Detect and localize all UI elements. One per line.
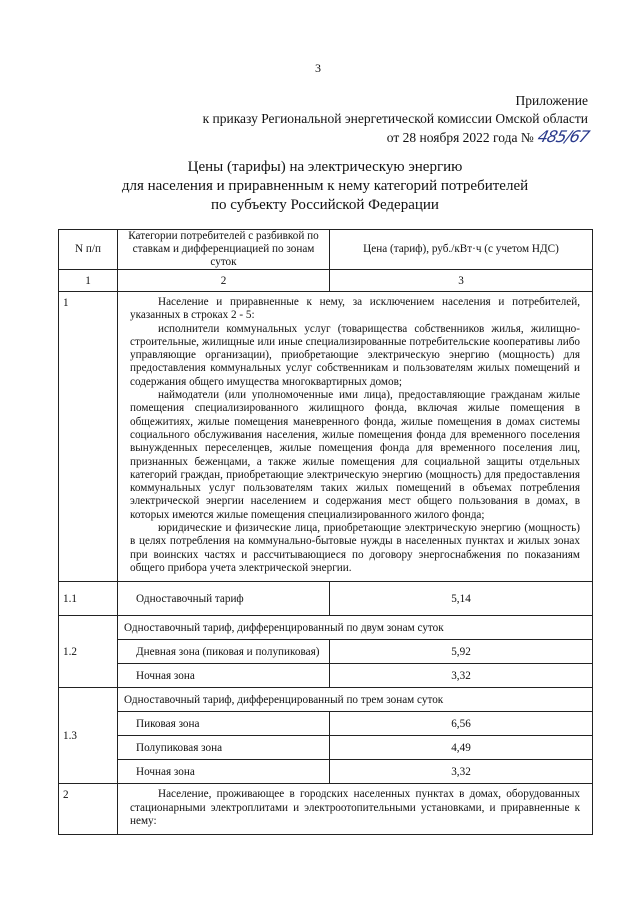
appendix-line2: к приказу Региональной энергетической комиссии Омской области (202, 111, 588, 126)
column-number-row (59, 270, 593, 292)
table-row (59, 760, 593, 784)
section2-description (118, 784, 593, 835)
section1-row (59, 292, 593, 582)
section2-row (59, 784, 593, 835)
zone-label: Пиковая зона (118, 712, 330, 736)
tariff-group-label: Одноставочный тариф, дифференцированный по двум зонам суток (118, 616, 593, 640)
col-number-1: 1 (59, 270, 118, 292)
paragraph: Население, проживающее в городских населенных пунктах в домах, оборудованных стационарными электроплитами и электроотопительными установками, и приравненные к нему: (130, 788, 580, 827)
zone-label: Ночная зона (118, 760, 330, 784)
appendix-line3 (203, 127, 591, 147)
zone-value: 3,32 (330, 664, 593, 688)
title-line1: Цены (тарифы) на электрическую энергию (187, 159, 463, 175)
tariff-value: 5,14 (330, 582, 593, 616)
tariff-label: Одноставочный тариф (118, 582, 330, 616)
header-price: Цена (тариф), руб./кВт·ч (с учетом НДС) (330, 230, 593, 270)
appendix-line1: Приложение (515, 93, 588, 108)
col-number-2: 2 (118, 270, 330, 292)
document-title (90, 158, 560, 215)
page-number: 3 (315, 61, 321, 75)
row-number: 1.2 (59, 616, 118, 688)
row-number: 1 (59, 292, 118, 582)
zone-label: Полупиковая зона (118, 736, 330, 760)
table-row (59, 712, 593, 736)
header-category: Категории потребителей с разбивкой по ставкам и дифференциацией по зонам суток (118, 230, 330, 270)
table-row (59, 640, 593, 664)
zone-label: Ночная зона (118, 664, 330, 688)
paragraph: наймодатели (или уполномоченные ими лица), предоставляющие гражданам жилые помещения специализированного жилищного фонда, включая жилые помещения в общежитиях, жилые помещения маневренного фонда, жилые помещения в домах системы социального обслуживания населения, жилые помещения фонда для временного поселения вынужденных переселенцев, жилые помещения фонда для временного поселения лиц, признанных беженцами, а также жилые помещения для социальной защиты отдельных категорий граждан, приобретающие электрическую энергию (мощность) для предоставления коммунальных услуг пользователям таких жилых помещений в объемах потребления электрической энергии населением и содержания мест общего пользования в домах, в которых имеются жилые помещения специализированного жилого фонда; (130, 389, 580, 521)
table-row (59, 582, 593, 616)
section1-description (118, 292, 593, 582)
paragraph: юридические и физические лица, приобретающие электрическую энергию (мощность) в целях потребления на коммунально-бытовые нужды в населенных пунктах и жилых зонах при воинских частях и рассчитывающиеся по договору энергоснабжения по показаниям общего прибора учета электрической энергии. (130, 522, 580, 574)
tariff-group-label: Одноставочный тариф, дифференцированный по трем зонам суток (118, 688, 593, 712)
paragraph: Население и приравненные к нему, за исключением населения и потребителей, указанных в строках 2 - 5: (130, 296, 580, 322)
header-number: N п/п (59, 230, 118, 270)
table-row (59, 688, 593, 712)
table-row (59, 736, 593, 760)
table-header-row (59, 230, 593, 270)
zone-value: 3,32 (330, 760, 593, 784)
appendix-date: от 28 ноября 2022 года № (386, 130, 534, 145)
appendix-header (202, 92, 591, 147)
row-number: 2 (59, 784, 118, 835)
zone-value: 5,92 (330, 640, 593, 664)
handwritten-order-number: 485/67 (535, 127, 591, 146)
title-line2: для населения и приравненным к нему категорий потребителей (121, 178, 529, 194)
title-line3: по субъекту Российской Федерации (211, 197, 439, 213)
col-number-3: 3 (330, 270, 593, 292)
tariff-table (58, 229, 593, 835)
table-row (59, 664, 593, 688)
row-number: 1.3 (59, 688, 118, 784)
zone-value: 6,56 (330, 712, 593, 736)
zone-label: Дневная зона (пиковая и полупиковая) (118, 640, 330, 664)
zone-value: 4,49 (330, 736, 593, 760)
row-number: 1.1 (59, 582, 118, 616)
paragraph: исполнители коммунальных услуг (товарищества собственников жилья, жилищно-строительные, жилищные или иные специализированные потребительские кооперативы либо управляющие организации), приобретающие электрическую энергию (мощность) для предоставления коммунальных услуг собственникам и пользователям жилых помещений и содержания общего имущества многоквартирных домов; (130, 322, 580, 388)
table-row (59, 616, 593, 640)
